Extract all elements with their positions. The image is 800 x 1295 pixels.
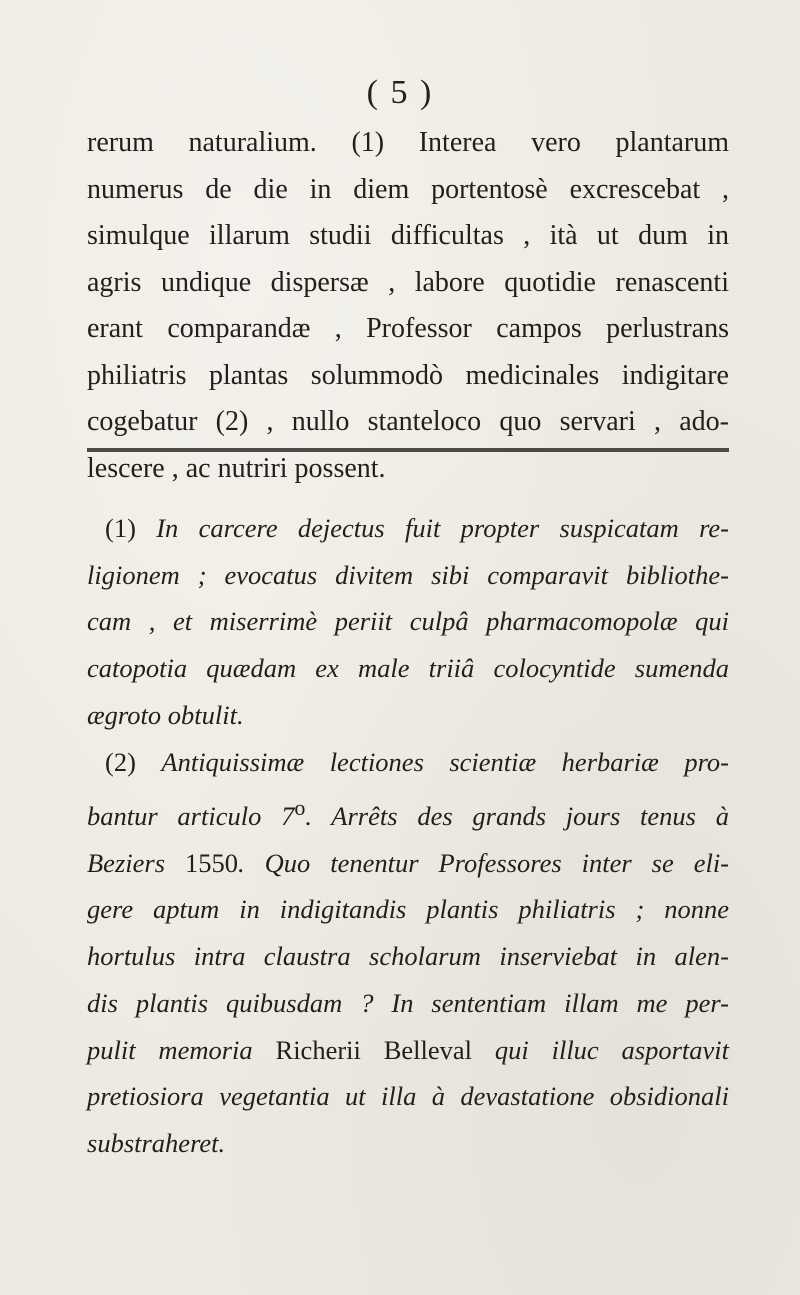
- footnote-2-line: [87, 1027, 729, 1074]
- main-text-line: simulque illarum studii difficultas , ità ut dum in: [87, 220, 729, 251]
- footnotes-block: [87, 505, 729, 1167]
- footnote-2-text: Antiquissimæ lectiones scientiæ herbariæ pro-: [161, 746, 729, 777]
- footnote-1-line: cam , et miserrimè periit culpâ pharmacomopolæ qui: [87, 606, 729, 637]
- footnote-2-line: pretiosiora vegetantia ut illa à devastatione obsidionali: [87, 1081, 729, 1112]
- main-text-line: rerum naturalium. (1) Interea vero plantarum: [87, 127, 729, 158]
- footnote-2-superscript: o: [294, 795, 306, 821]
- main-text-line: lescere , ac nutriri possent.: [87, 452, 386, 484]
- footnote-2-person-name: Richerii Belleval: [275, 1034, 473, 1065]
- main-text-line: agris undique dispersæ , labore quotidie renascenti: [87, 266, 729, 298]
- footnote-1-marker: (1): [105, 513, 136, 543]
- footnote-1-text: In carcere dejectus fuit propter suspicatam re-: [156, 513, 729, 543]
- main-text-line: erant comparandæ , Professor campos perlustrans: [87, 313, 729, 344]
- footnote-2-line: [87, 840, 729, 887]
- footnote-2-line: dis plantis quibusdam ? In sententiam illam me per-: [87, 987, 729, 1018]
- footnote-2-line: substraheret.: [87, 1127, 226, 1158]
- footnote-1-line: ægroto obtulit.: [87, 699, 244, 730]
- footnote-2-year: 1550: [185, 847, 238, 878]
- footnote-separator-rule: [87, 448, 729, 452]
- footnote-2-text: . Arrêts des grands jours tenus à: [305, 801, 729, 832]
- footnote-2-text: qui illuc asportavit: [494, 1034, 730, 1065]
- main-text-line: cogebatur (2) , nullo stanteloco quo servari , ado-: [87, 406, 729, 437]
- page-number: ( 5 ): [366, 74, 434, 111]
- footnote-2-line: hortulus intra claustra scholarum inserviebat in alen-: [87, 941, 729, 972]
- main-text-line: philiatris plantas solummodò medicinales indigitare: [87, 359, 729, 391]
- footnote-2-line: [87, 739, 729, 786]
- footnote-1-line: catopotia quædam ex male triiâ colocyntide sumenda: [87, 653, 729, 684]
- footnote-2-line: gere aptum in indigitandis plantis philiatris ; nonne: [87, 894, 729, 925]
- footnote-1-line: [87, 505, 729, 552]
- footnote-2-text: pulit memoria: [87, 1034, 253, 1065]
- footnote-2-text: bantur articulo 7: [87, 801, 295, 832]
- footnote-2-text: . Quo tenentur Professores inter se eli-: [238, 847, 730, 878]
- footnote-2-line: [87, 785, 729, 840]
- footnote-2-marker: (2): [105, 746, 136, 777]
- footnote-1-line: ligionem ; evocatus divitem sibi comparavit bibliothe-: [87, 559, 729, 590]
- footnote-2-text: Beziers: [87, 847, 166, 878]
- main-text-line: numerus de die in diem portentosè excrescebat ,: [87, 173, 729, 205]
- main-text-block: [87, 120, 729, 492]
